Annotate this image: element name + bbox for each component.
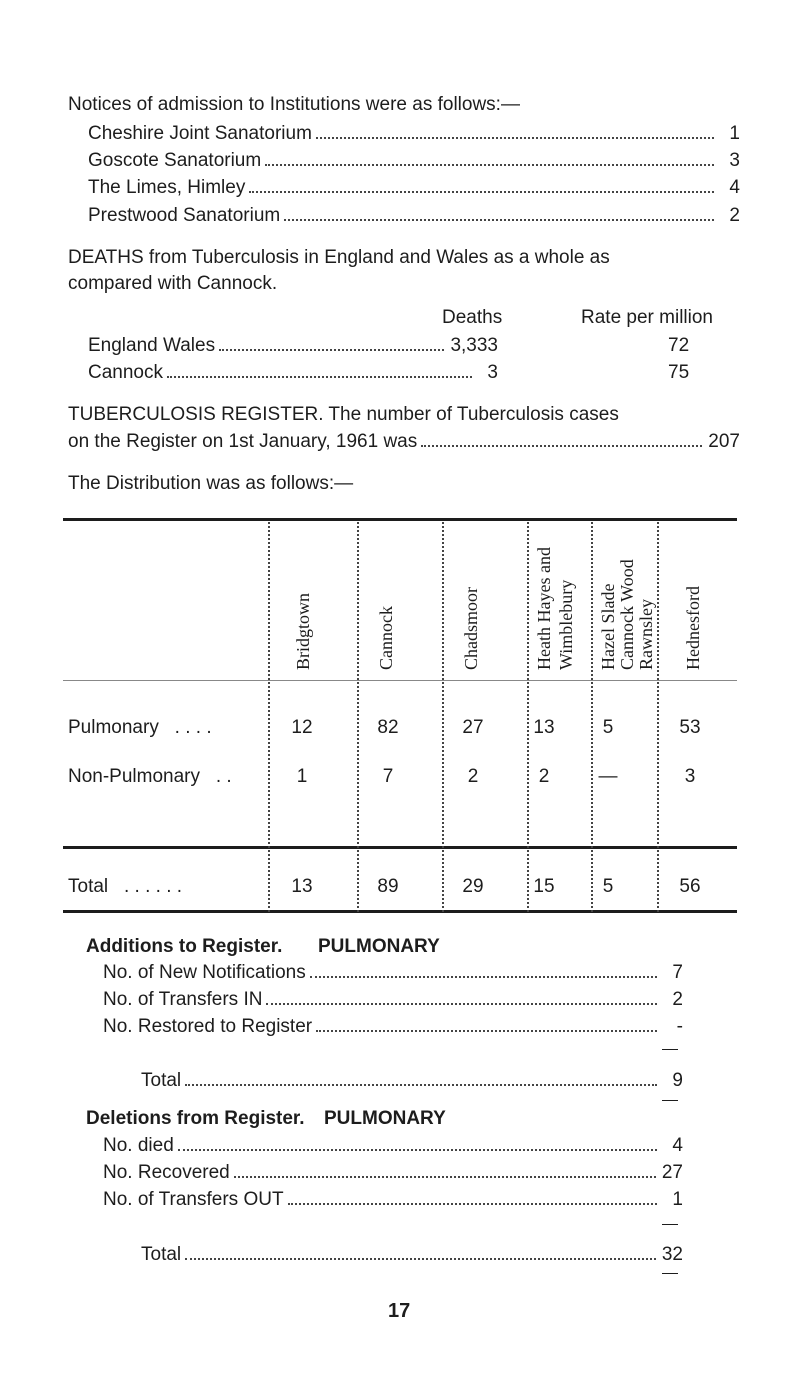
col-header-bridgtown: Bridgtown — [293, 592, 313, 670]
column-divider — [268, 522, 270, 912]
cell-nonpulmonary-chadsmoor: 2 — [467, 766, 479, 787]
cell-pulmonary-heath-hayes: 13 — [533, 717, 555, 738]
cell-total-cannock: 89 — [377, 876, 399, 897]
deletions-value: 1 — [672, 1189, 683, 1210]
col-header-heath-hayes: Heath Hayes and — [534, 547, 554, 670]
deletions-row — [103, 1135, 683, 1157]
notice-value: 2 — [729, 205, 740, 226]
deletions-value: 4 — [672, 1135, 683, 1156]
deletions-heading-pulmonary: PULMONARY — [324, 1108, 446, 1129]
col-header-chadsmoor: Chadsmoor — [461, 587, 481, 670]
row-label-text: Total — [68, 876, 109, 897]
cell-pulmonary-hazel-slade: 5 — [602, 717, 614, 738]
rate-col-header: Rate per million — [581, 307, 713, 328]
col-header-hazel-slade: Hazel Slade — [598, 583, 618, 670]
dot-leader — [178, 1149, 657, 1151]
table-top-rule — [63, 518, 737, 521]
row-label-text: Pulmonary — [68, 717, 159, 738]
additions-heading-pulmonary: PULMONARY — [318, 936, 440, 957]
deletions-row — [103, 1189, 683, 1211]
dot-leader — [284, 219, 714, 221]
dot-leader — [185, 1084, 657, 1086]
dot-leader — [234, 1176, 656, 1178]
dot-leader — [316, 1030, 657, 1032]
register-row — [68, 431, 740, 453]
cell-nonpulmonary-bridgtown: 1 — [296, 766, 308, 787]
notices-intro: Notices of admission to Institutions were as follows:— — [68, 94, 520, 115]
deletions-label: No. of Transfers OUT — [103, 1189, 284, 1210]
dot-leader — [310, 976, 657, 978]
row-label-non-pulmonary — [68, 766, 232, 788]
deletions-total-value: 32 — [661, 1244, 683, 1265]
additions-value: 7 — [672, 962, 683, 983]
deletions-total-row — [141, 1244, 683, 1266]
notice-row — [88, 205, 740, 227]
notice-row — [88, 150, 740, 172]
col-header-hednesford: Hednesford — [683, 586, 703, 670]
register-value: 207 — [708, 431, 740, 452]
sum-rule — [662, 1100, 678, 1101]
deaths-value: 3 — [487, 362, 498, 383]
additions-value: 2 — [672, 989, 683, 1010]
cell-pulmonary-chadsmoor: 27 — [462, 717, 484, 738]
cell-total-hazel-slade: 5 — [602, 876, 614, 897]
register-line2: on the Register on 1st January, 1961 was — [68, 431, 418, 452]
deaths-heading-line1: DEATHS from Tuberculosis in England and Wales as a whole as — [68, 247, 610, 268]
notice-row — [88, 123, 740, 145]
column-divider — [657, 522, 659, 912]
deaths-row — [88, 362, 498, 384]
sum-rule — [662, 1049, 678, 1050]
dot-leader — [266, 1003, 657, 1005]
cell-pulmonary-bridgtown: 12 — [291, 717, 313, 738]
cell-nonpulmonary-heath-hayes: 2 — [538, 766, 550, 787]
additions-label: No. of New Notifications — [103, 962, 306, 983]
notice-label: The Limes, Himley — [88, 177, 246, 198]
additions-row — [103, 989, 683, 1011]
deaths-col-header: Deaths — [442, 307, 503, 328]
table-total-rule — [63, 846, 737, 849]
deaths-row — [88, 335, 498, 357]
dot-leader — [288, 1203, 657, 1205]
col-header-rawnsley: Rawnsley — [636, 599, 656, 670]
deletions-label: No. died — [103, 1135, 174, 1156]
col-header-wimblebury: Wimblebury — [556, 579, 576, 670]
col-header-cannock: Cannock — [376, 606, 396, 670]
additions-total-value: 9 — [672, 1070, 683, 1091]
row-label-dots: . . . . . . — [123, 876, 183, 897]
deaths-value: 3,333 — [450, 335, 498, 356]
cell-total-chadsmoor: 29 — [462, 876, 484, 897]
additions-label: No. of Transfers IN — [103, 989, 263, 1010]
row-label-dots: . . . . — [174, 717, 212, 738]
table-header-rule — [63, 680, 737, 681]
notice-label: Prestwood Sanatorium — [88, 205, 281, 226]
deletions-row — [103, 1162, 683, 1184]
dot-leader — [421, 445, 702, 447]
notice-label: Goscote Sanatorium — [88, 150, 262, 171]
page-number: 17 — [388, 1300, 411, 1322]
dot-leader — [167, 376, 472, 378]
row-label-pulmonary — [68, 717, 212, 739]
sum-rule — [662, 1273, 678, 1274]
cell-pulmonary-cannock: 82 — [377, 717, 399, 738]
additions-heading: Additions to Register. — [86, 936, 283, 957]
notice-row — [88, 177, 740, 199]
additions-row — [103, 962, 683, 984]
deaths-row-label: England Wales — [88, 335, 216, 356]
deletions-total-label: Total — [141, 1244, 182, 1265]
table-bottom-rule — [63, 910, 737, 913]
cell-total-bridgtown: 13 — [291, 876, 313, 897]
dot-leader — [185, 1258, 656, 1260]
notice-value: 1 — [729, 123, 740, 144]
deaths-row-label: Cannock — [88, 362, 163, 383]
cell-nonpulmonary-hednesford: 3 — [684, 766, 696, 787]
additions-value: - — [676, 1016, 683, 1037]
deletions-heading: Deletions from Register. — [86, 1108, 305, 1129]
dot-leader — [265, 164, 714, 166]
deletions-value: 27 — [661, 1162, 683, 1183]
notice-value: 3 — [729, 150, 740, 171]
distribution-intro: The Distribution was as follows:— — [68, 473, 354, 494]
row-label-dots: . . — [215, 766, 232, 787]
notice-value: 4 — [729, 177, 740, 198]
cell-total-hednesford: 56 — [679, 876, 701, 897]
deaths-heading-line2: compared with Cannock. — [68, 273, 278, 294]
deletions-label: No. Recovered — [103, 1162, 230, 1183]
cell-pulmonary-hednesford: 53 — [679, 717, 701, 738]
row-label-total — [68, 876, 182, 898]
additions-total-label: Total — [141, 1070, 182, 1091]
col-header-cannock-wood: Cannock Wood — [617, 559, 637, 670]
cell-nonpulmonary-cannock: 7 — [382, 766, 394, 787]
sum-rule — [662, 1224, 678, 1225]
cell-nonpulmonary-hazel-slade: — — [598, 766, 618, 787]
rate-value: 72 — [668, 335, 690, 356]
notice-label: Cheshire Joint Sanatorium — [88, 123, 312, 144]
row-label-text: Non-Pulmonary — [68, 766, 200, 787]
register-line1: TUBERCULOSIS REGISTER. The number of Tuberculosis cases — [68, 404, 619, 425]
additions-total-row — [141, 1070, 683, 1092]
cell-total-heath-hayes: 15 — [533, 876, 555, 897]
dot-leader — [316, 137, 714, 139]
dot-leader — [249, 191, 714, 193]
additions-row — [103, 1016, 683, 1038]
dot-leader — [219, 349, 444, 351]
additions-label: No. Restored to Register — [103, 1016, 313, 1037]
rate-value: 75 — [668, 362, 690, 383]
